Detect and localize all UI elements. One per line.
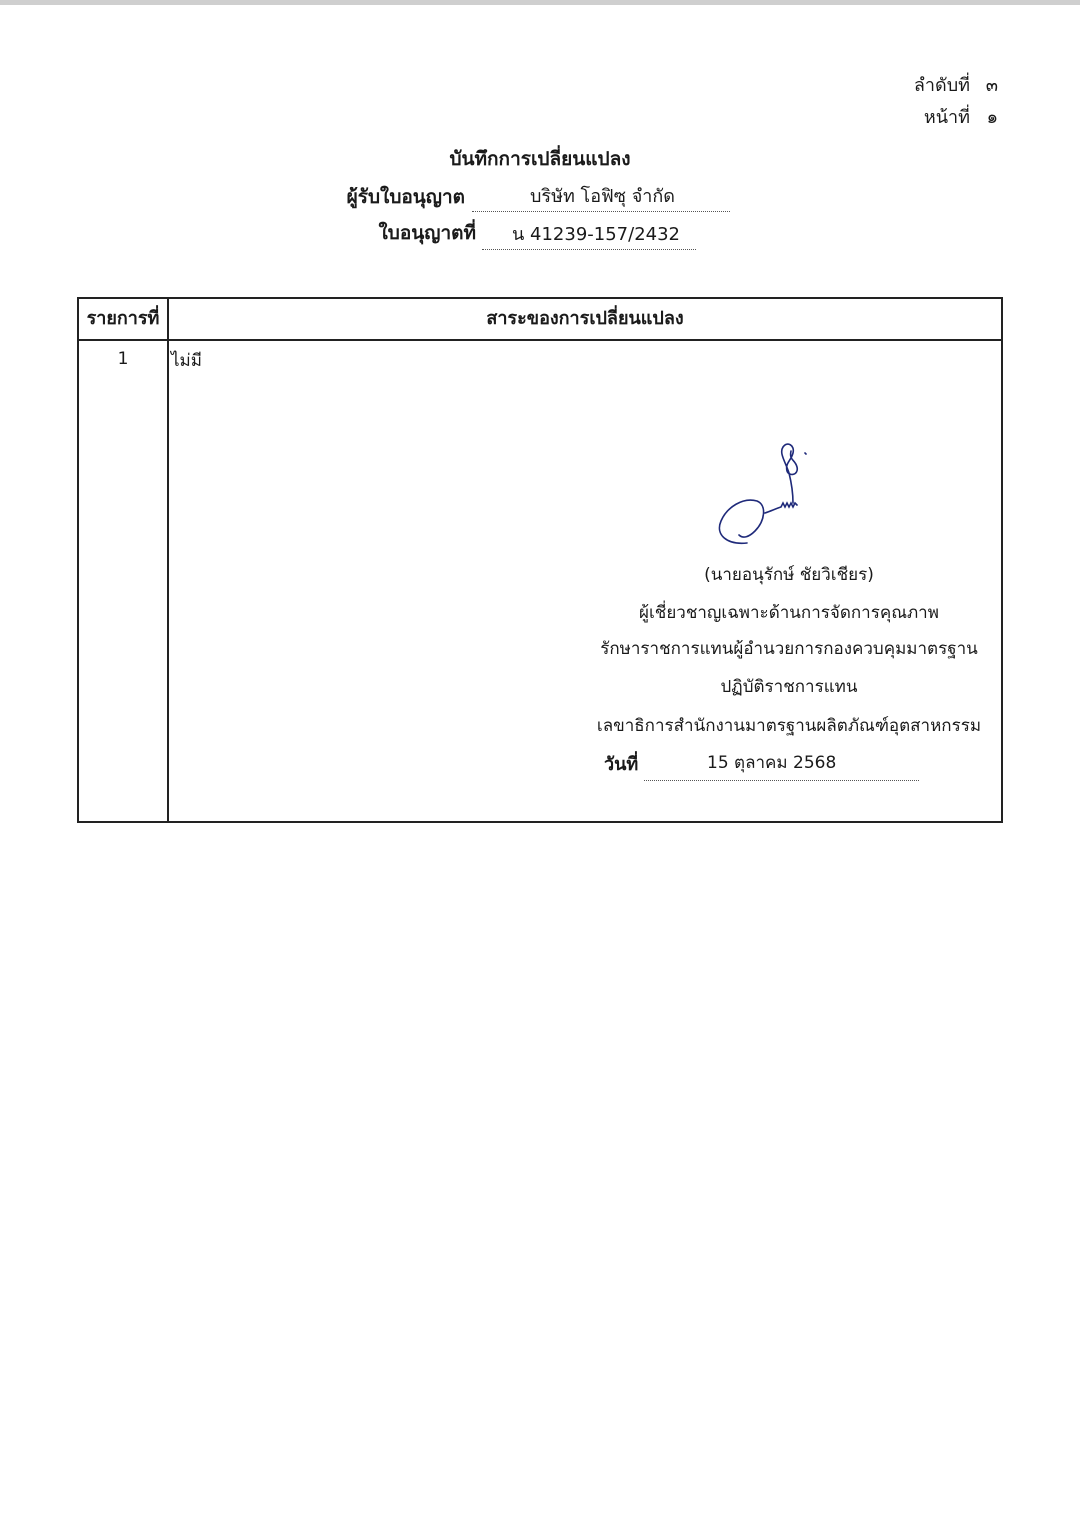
date-value: 15 ตุลาคม 2568	[644, 749, 919, 781]
signer-organization: เลขาธิการสำนักงานมาตรฐานผลิตภัณฑ์อุตสาหกรรม	[596, 716, 982, 736]
sequence-value: ๓	[985, 75, 998, 96]
row-content: ไม่มี	[171, 351, 202, 371]
signer-name: (นายอนุรักษ์ ชัยวิเชียร)	[704, 565, 874, 585]
licensee-label: ผู้รับใบอนุญาต	[346, 186, 465, 208]
license-number-label: ใบอนุญาตที่	[378, 222, 476, 244]
document-title: บันทึกการเปลี่ยนแปลง	[449, 148, 631, 170]
licensee-value: บริษัท โอฟิซุ จำกัด	[472, 182, 730, 212]
license-number-value: น 41239-157/2432	[482, 220, 696, 250]
signer-position: ผู้เชี่ยวชาญเฉพาะด้านการจัดการคุณภาพ	[639, 603, 939, 623]
handwritten-signature	[709, 431, 819, 551]
page-label: หน้าที่	[923, 107, 970, 128]
page-number: ๑	[986, 107, 998, 128]
column-divider	[167, 299, 169, 821]
changes-table	[77, 297, 1003, 823]
row-number: 1	[117, 349, 129, 369]
signer-acting-position: รักษาราชการแทนผู้อำนวยการกองควบคุมมาตรฐาน	[600, 639, 978, 659]
page-meta	[914, 70, 998, 134]
page-number-row	[914, 102, 998, 134]
column-header-item: รายการที่	[86, 308, 160, 329]
page-top-border	[0, 0, 1080, 5]
sequence-label: ลำดับที่	[913, 75, 970, 96]
signer-on-behalf: ปฏิบัติราชการแทน	[720, 677, 858, 697]
header-divider	[79, 339, 1001, 341]
column-header-content: สาระของการเปลี่ยนแปลง	[486, 308, 684, 329]
date-label: วันที่	[604, 754, 639, 775]
sequence-row	[914, 70, 998, 102]
